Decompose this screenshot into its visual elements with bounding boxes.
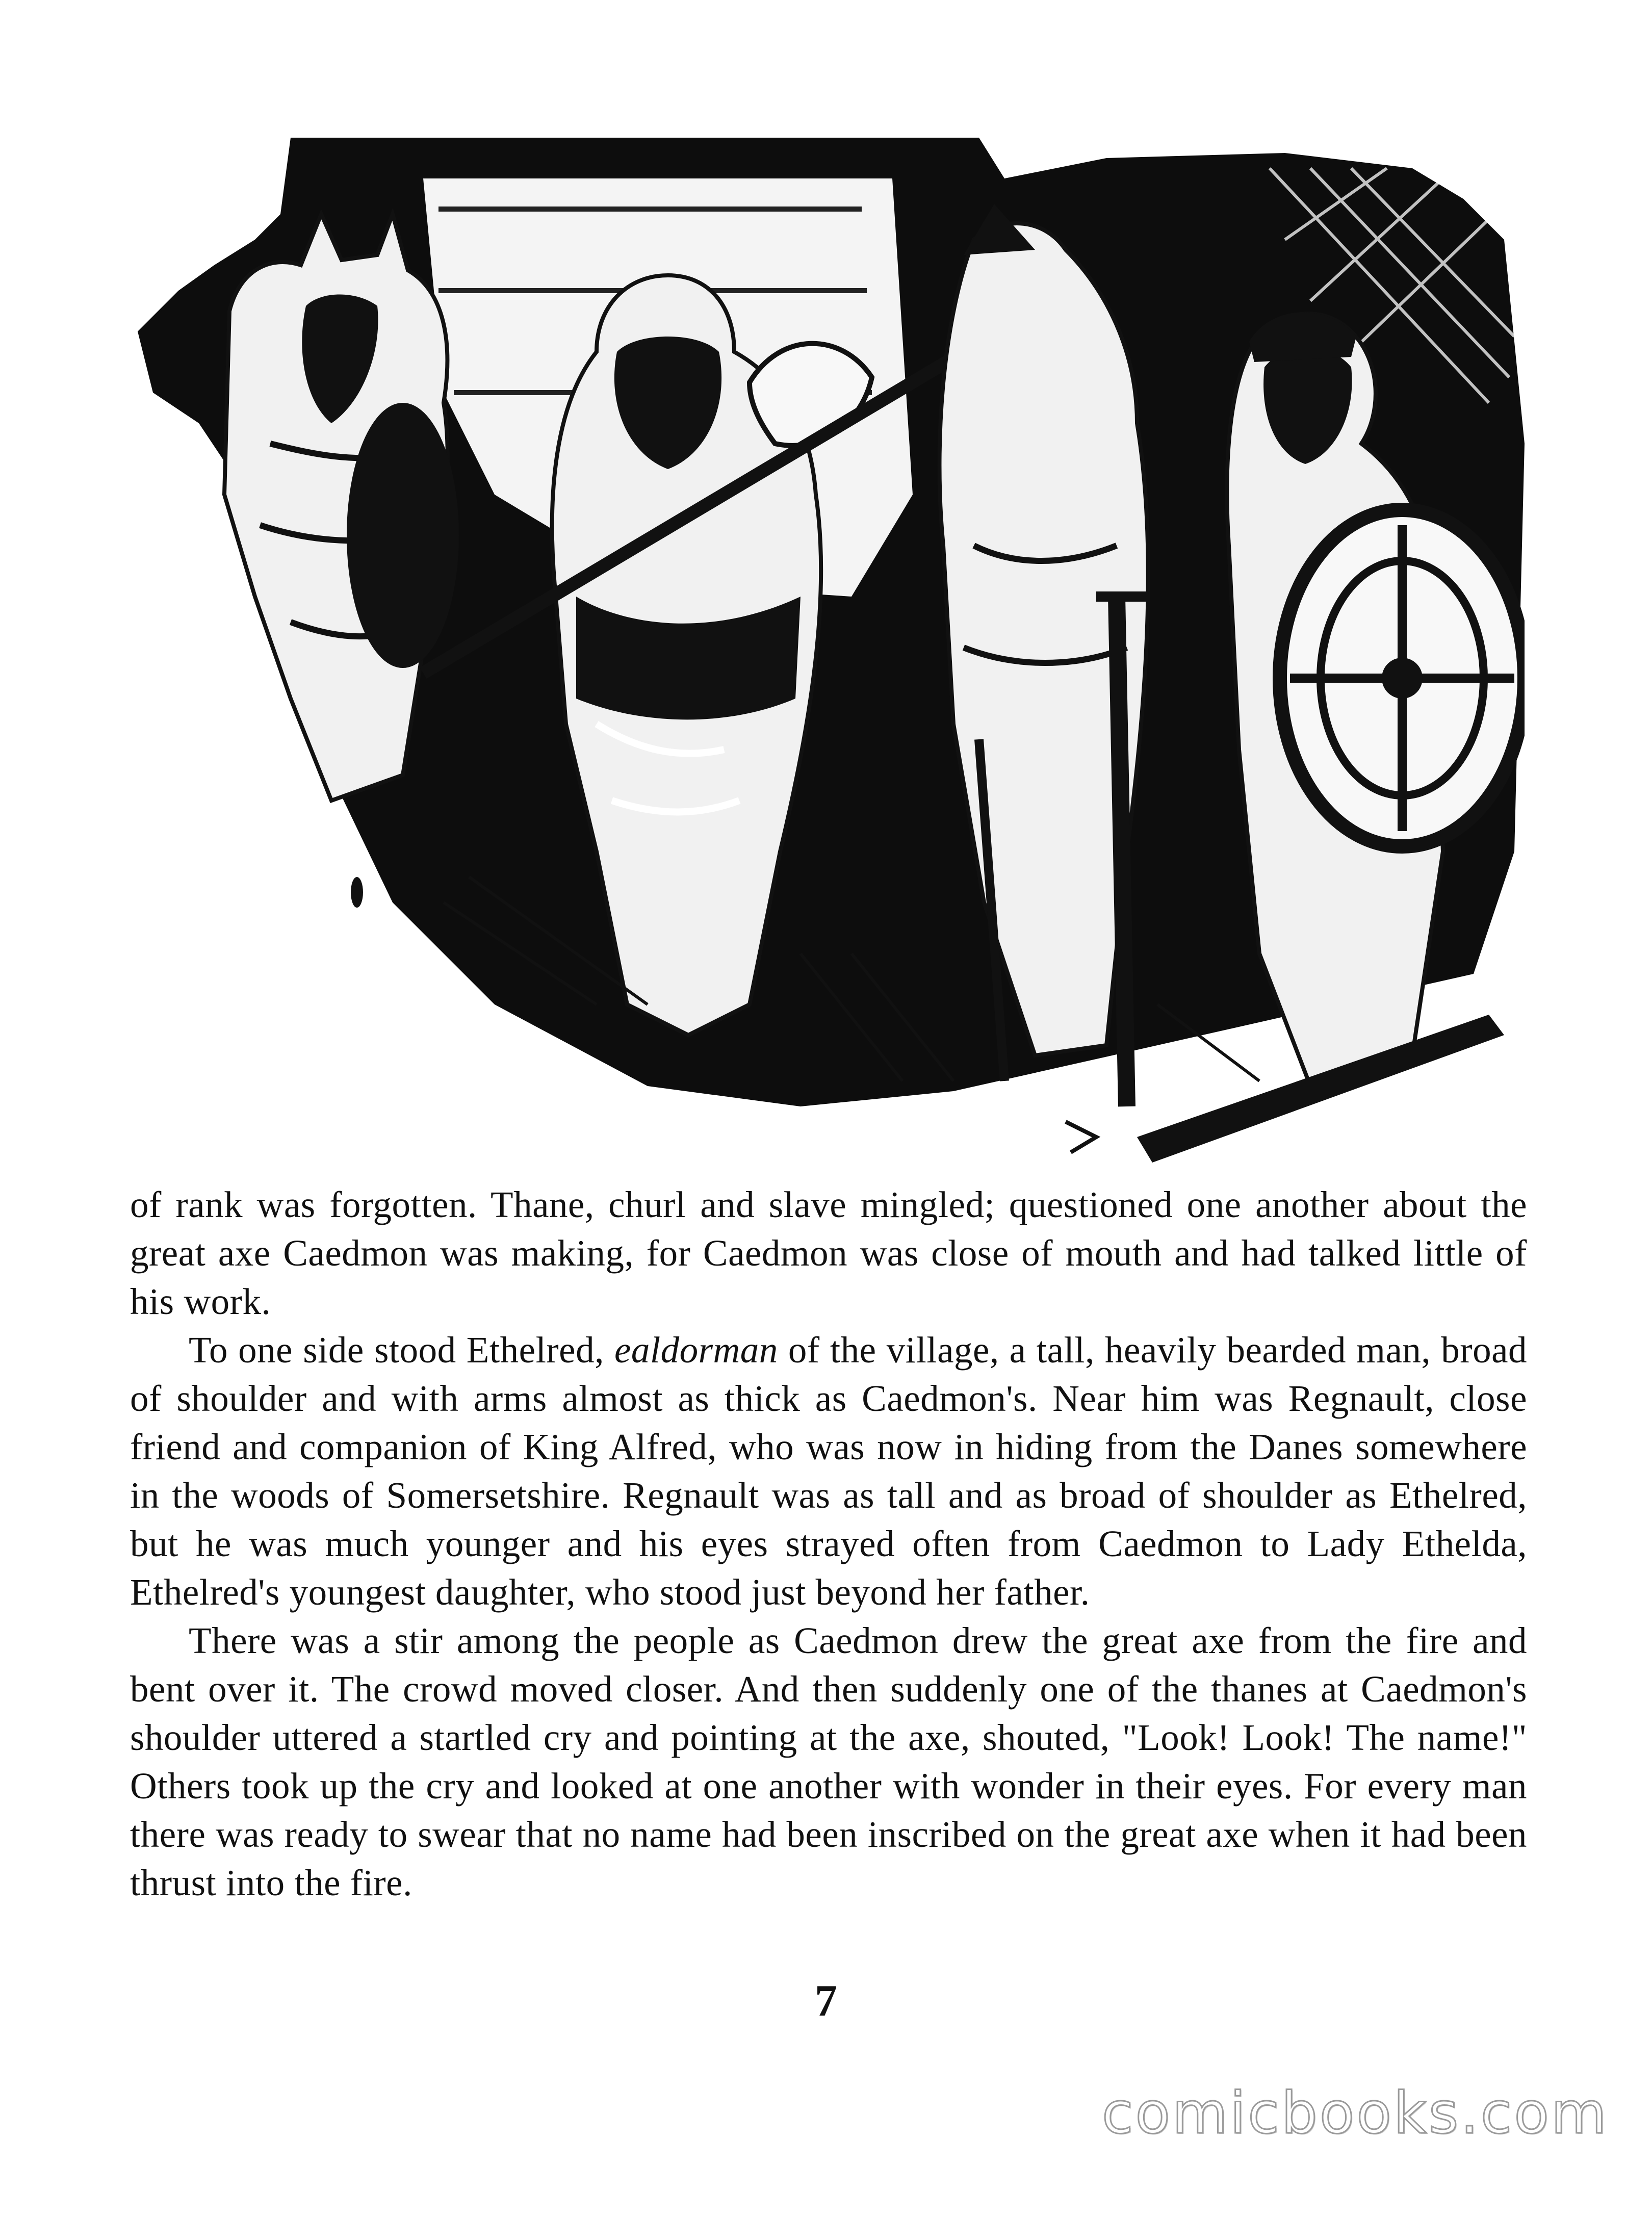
watermark: comicbooks.com xyxy=(1101,2080,1609,2147)
paragraph-2 xyxy=(130,1326,1527,1616)
paragraph-2-text-a: To one side stood Ethelred, xyxy=(189,1329,614,1371)
paragraph-2-text-b: of the village, a tall, heavily bearded man, broad of shoulder and with arms almost as thick as Caedmon's. Near him was Regnault, close friend and companion of King Alfred, who was now in hiding from the Danes somewhere in the woods of Somersetshire. Regnault was as tall and as broad of shoulder as Ethelred, but he was much younger and his eyes strayed often from Caedmon to Lady Ethelda, Ethelred's youngest daughter, who stood just beyond her father. xyxy=(130,1329,1527,1613)
paragraph-1 xyxy=(130,1180,1527,1326)
paragraph-2-italic-term: ealdorman xyxy=(614,1329,778,1371)
page-number: 7 xyxy=(815,1976,837,2026)
paragraph-1-text: of rank was forgotten. Thane, churl and slave mingled; questioned one another about the great axe Caedmon was making, for Caedmon was close of mouth and had talked little of his work. xyxy=(130,1184,1527,1322)
paragraph-3 xyxy=(130,1616,1527,1907)
illustration xyxy=(138,138,1525,1183)
viking-warriors-illustration xyxy=(138,138,1525,1183)
paragraph-3-text: There was a stir among the people as Caedmon drew the great axe from the fire and bent over it. The crowd moved closer. And then suddenly one of the thanes at Caedmon's shoulder uttered a startled cry and pointing at the axe, shouted, "Look! Look! The name!" Others took up the cry and looked at one another with wonder in their eyes. For every man there was ready to swear that no name had been inscribed on the great axe when it had been thrust into the fire. xyxy=(130,1620,1527,1903)
story-text xyxy=(130,1180,1527,1907)
